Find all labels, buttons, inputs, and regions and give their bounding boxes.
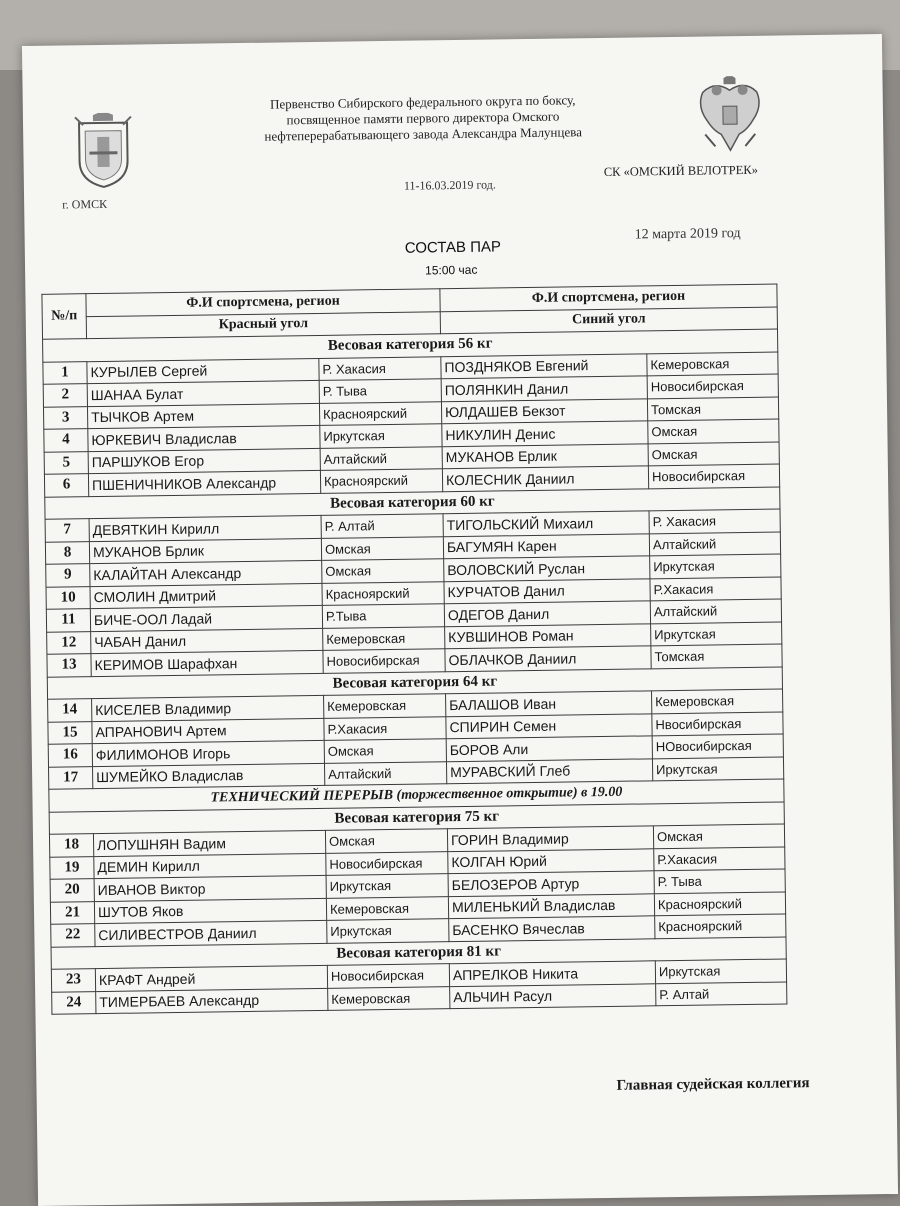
red-athlete-name: ДЕМИН Кирилл xyxy=(94,853,326,879)
russian-double-headed-eagle-icon xyxy=(694,76,765,161)
red-athlete-region: Кемеровская xyxy=(328,986,450,1010)
blue-athlete-name: ВОЛОВСКИЙ Руслан xyxy=(444,556,650,581)
red-athlete-region: Алтайский xyxy=(324,761,446,785)
red-athlete-region: Р.Хакасия xyxy=(324,716,446,740)
red-athlete-region: Кемеровская xyxy=(326,896,448,920)
blue-athlete-name: АПРЕЛКОВ Никита xyxy=(449,961,655,986)
blue-athlete-name: ТИГОЛЬСКИЙ Михаил xyxy=(443,511,649,536)
pair-number: 16 xyxy=(48,744,92,767)
pair-number: 7 xyxy=(45,519,89,542)
city-label: г. ОМСК xyxy=(62,196,108,212)
blue-athlete-region: Новосибирская xyxy=(648,464,779,488)
pair-number: 6 xyxy=(44,474,88,497)
red-athlete-name: КИСЕЛЕВ Владимир xyxy=(92,695,324,721)
pair-number: 14 xyxy=(48,699,92,722)
document-page xyxy=(22,34,898,1206)
red-athlete-name: ШУТОВ Яков xyxy=(94,898,326,924)
blue-athlete-name: КУВШИНОВ Роман xyxy=(445,623,651,648)
blue-athlete-region: Новосибирская xyxy=(647,374,778,398)
pair-number: 10 xyxy=(46,586,90,609)
red-athlete-name: ФИЛИМОНОВ Игорь xyxy=(92,740,324,766)
blue-athlete-name: БАГУМЯН Карен xyxy=(443,533,649,558)
pair-number: 3 xyxy=(43,406,87,429)
pair-number: 8 xyxy=(45,541,89,564)
red-athlete-name: ЮРКЕВИЧ Владислав xyxy=(88,425,320,451)
blue-athlete-name: БАЛАШОВ Иван xyxy=(446,691,652,716)
pair-number: 11 xyxy=(46,609,90,632)
competition-title xyxy=(213,92,634,146)
pair-number: 15 xyxy=(48,721,92,744)
blue-athlete-name: БЕЛОЗЕРОВ Артур xyxy=(448,871,654,896)
blue-athlete-name: БАСЕНКО Вячеслав xyxy=(449,916,655,941)
red-athlete-name: ЧАБАН Данил xyxy=(91,628,323,654)
red-athlete-region: Омская xyxy=(324,739,446,763)
pairs-table xyxy=(41,284,787,1015)
red-athlete-region: Омская xyxy=(325,829,447,853)
judges-signature: Главная судейская коллегия xyxy=(616,1075,810,1094)
blue-athlete-region: Иркутская xyxy=(655,959,786,983)
competition-dates: 11-16.03.2019 год. xyxy=(403,177,496,193)
red-athlete-name: ЛОПУШНЯН Вадим xyxy=(93,830,325,856)
red-athlete-name: АПРАНОВИЧ Артем xyxy=(92,718,324,744)
red-athlete-region: Кемеровская xyxy=(324,694,446,718)
red-athlete-name: КУРЫЛЕВ Сергей xyxy=(87,358,319,384)
red-athlete-region: Новосибирская xyxy=(327,964,449,988)
blue-athlete-region: Алтайский xyxy=(649,532,780,556)
blue-athlete-region: Р.Хакасия xyxy=(654,846,785,870)
blue-athlete-name: МУРАВСКИЙ Глеб xyxy=(446,758,652,783)
blue-athlete-name: КОЛГАН Юрий xyxy=(448,848,654,873)
blue-athlete-name: МУКАНОВ Ерлик xyxy=(442,443,648,468)
blue-athlete-region: Омская xyxy=(648,442,779,466)
blue-athlete-name: ПОЛЯНКИН Данил xyxy=(441,376,647,401)
blue-athlete-name: НИКУЛИН Денис xyxy=(442,421,648,446)
red-athlete-region: Красноярский xyxy=(322,581,444,605)
red-athlete-name: КРАФТ Андрей xyxy=(95,965,327,991)
blue-athlete-name: ОДЕГОВ Данил xyxy=(444,601,650,626)
red-athlete-region: Новосибирская xyxy=(326,851,448,875)
red-athlete-name: ШУМЕЙКО Владислав xyxy=(93,763,325,789)
competition-title-line-1: Первенство Сибирского федерального округа по боксу, xyxy=(269,92,576,112)
red-athlete-region: Омская xyxy=(321,536,443,560)
blue-athlete-region: Р.Хакасия xyxy=(650,577,781,601)
blue-athlete-name: ЮЛДАШЕВ Бекзот xyxy=(441,398,647,423)
blue-athlete-name: СПИРИН Семен xyxy=(446,713,652,738)
pair-number: 9 xyxy=(46,564,90,587)
competition-title-line-3: нефтеперерабатывающего завода Александра Малунцева xyxy=(264,124,583,144)
blue-athlete-region: Иркутская xyxy=(650,554,781,578)
red-athlete-name: МУКАНОВ Брлик xyxy=(89,538,321,564)
red-athlete-header: Ф.И спортсмена, регион xyxy=(86,289,440,316)
red-athlete-region: Р. Алтай xyxy=(321,514,443,538)
blue-athlete-region: Р. Алтай xyxy=(656,981,787,1005)
pair-number: 17 xyxy=(49,766,93,789)
session-date: 12 марта 2019 год xyxy=(634,226,741,243)
blue-athlete-name: БОРОВ Али xyxy=(446,736,652,761)
pair-number: 22 xyxy=(51,924,95,947)
blue-athlete-name: КУРЧАТОВ Данил xyxy=(444,578,650,603)
red-athlete-region: Иркутская xyxy=(327,919,449,943)
red-athlete-name: КАЛАЙТАН Александр xyxy=(90,560,322,586)
red-athlete-region: Алтайский xyxy=(320,446,442,470)
venue-label: СК «ОМСКИЙ ВЕЛОТРЕК» xyxy=(603,162,759,179)
red-athlete-name: СИЛИВЕСТРОВ Даниил xyxy=(95,920,327,946)
red-athlete-name: ШАНАА Булат xyxy=(87,380,319,406)
red-athlete-name: ТИМЕРБАЕВ Александр xyxy=(96,988,328,1014)
pair-number: 20 xyxy=(50,879,94,902)
weight-category-label: Весовая категория 60 кг xyxy=(45,487,780,520)
red-athlete-region: Р. Тыва xyxy=(319,379,441,403)
pair-number: 1 xyxy=(43,361,87,384)
document-title: СОСТАВ ПАР xyxy=(404,238,502,257)
red-athlete-name: ДЕВЯТКИН Кирилл xyxy=(89,515,321,541)
red-athlete-region: Кемеровская xyxy=(323,626,445,650)
pair-number: 13 xyxy=(47,654,91,677)
blue-athlete-region: Алтайский xyxy=(650,599,781,623)
weight-category-label: Весовая категория 81 кг xyxy=(51,936,786,969)
blue-athlete-name: ПОЗДНЯКОВ Евгений xyxy=(441,353,647,378)
red-corner-header: Красный угол xyxy=(86,311,440,338)
weight-category-label: Весовая категория 64 кг xyxy=(47,667,782,700)
pair-number: 4 xyxy=(44,429,88,452)
blue-athlete-region: Омская xyxy=(648,419,779,443)
pair-number: 12 xyxy=(47,631,91,654)
blue-athlete-region: Кемеровская xyxy=(652,689,783,713)
blue-athlete-region: Р. Хакасия xyxy=(649,509,780,533)
blue-athlete-region: Кемеровская xyxy=(647,352,778,376)
blue-athlete-region: Омская xyxy=(653,824,784,848)
red-athlete-region: Новосибирская xyxy=(323,649,445,673)
blue-athlete-name: ГОРИН Владимир xyxy=(447,826,653,851)
blue-athlete-header: Ф.И спортсмена, регион xyxy=(440,284,777,311)
blue-athlete-region: Нвосибирская xyxy=(652,712,783,736)
red-athlete-region: Иркутская xyxy=(320,424,442,448)
column-number-header: №/п xyxy=(42,294,87,340)
blue-athlete-region: НОвосибирская xyxy=(652,734,783,758)
red-athlete-region: Красноярский xyxy=(320,469,442,493)
omsk-coat-of-arms-icon xyxy=(71,112,136,191)
blue-athlete-name: ОБЛАЧКОВ Даниил xyxy=(445,646,651,671)
pair-number: 5 xyxy=(44,451,88,474)
pair-number: 18 xyxy=(49,834,93,857)
blue-corner-header: Синий угол xyxy=(440,307,777,334)
red-athlete-name: ИВАНОВ Виктор xyxy=(94,875,326,901)
pair-number: 2 xyxy=(43,384,87,407)
blue-athlete-region: Р. Тыва xyxy=(654,869,785,893)
pair-number: 23 xyxy=(51,969,95,992)
red-athlete-name: БИЧЕ-ООЛ Ладай xyxy=(90,605,322,631)
red-athlete-region: Р.Тыва xyxy=(322,604,444,628)
blue-athlete-region: Иркутская xyxy=(652,756,783,780)
red-athlete-name: ТЫЧКОВ Артем xyxy=(87,403,319,429)
blue-athlete-region: Томская xyxy=(651,644,782,668)
red-athlete-name: ПАРШУКОВ Егор xyxy=(88,448,320,474)
competition-title-line-2: посвященное памяти первого директора Омского xyxy=(286,108,560,128)
pair-number: 24 xyxy=(52,991,96,1014)
pair-number: 21 xyxy=(50,901,94,924)
blue-athlete-region: Томская xyxy=(647,397,778,421)
weight-category-label: Весовая категория 75 кг xyxy=(49,801,784,834)
blue-athlete-region: Красноярский xyxy=(655,914,786,938)
technical-break-label: ТЕХНИЧЕСКИЙ ПЕРЕРЫВ (торжественное открытие) в 19.00 xyxy=(49,779,784,812)
weight-category-label: Весовая категория 56 кг xyxy=(43,329,778,362)
red-athlete-name: ПШЕНИЧНИКОВ Александр xyxy=(88,470,320,496)
red-athlete-name: СМОЛИН Дмитрий xyxy=(90,583,322,609)
red-athlete-name: КЕРИМОВ Шарафхан xyxy=(91,650,323,676)
red-athlete-region: Р. Хакасия xyxy=(319,356,441,380)
blue-athlete-name: КОЛЕСНИК Даниил xyxy=(442,466,648,491)
red-athlete-region: Омская xyxy=(322,559,444,583)
blue-athlete-name: АЛЬЧИН Расул xyxy=(450,983,656,1008)
red-athlete-region: Иркутская xyxy=(326,874,448,898)
blue-athlete-region: Красноярский xyxy=(654,891,785,915)
blue-athlete-name: МИЛЕНЬКИЙ Владислав xyxy=(448,893,654,918)
session-time: 15:00 час xyxy=(425,262,478,278)
red-athlete-region: Красноярский xyxy=(319,401,441,425)
blue-athlete-region: Иркутская xyxy=(651,622,782,646)
pair-number: 19 xyxy=(50,856,94,879)
